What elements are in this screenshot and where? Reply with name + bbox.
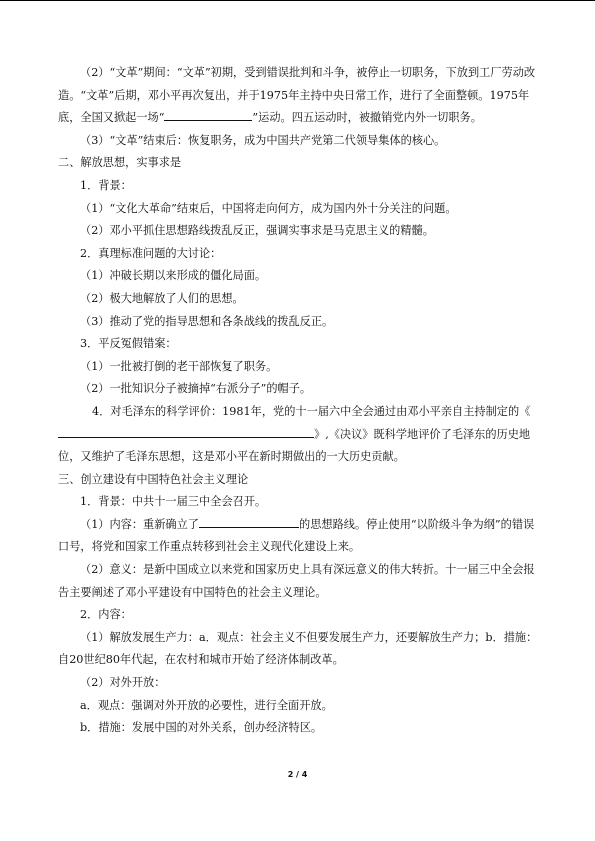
subheading-background: 1．背景：: [80, 178, 132, 192]
paragraph-cultural-revolution-period: （2）“文革”期间：“文革”初期，受到错误批判和斗争，被停止一切职务，下放到工厂劳动改造。“文革”后期，邓小平再次复出，并于1975年主持中央日常工作，进行了全面整顿。1975年底，全国又掀起一场“ ”运动。四五运动时，被撤销党内外一切职务。: [58, 66, 536, 125]
list-item: （2）极大地解放了人们的思想。: [80, 291, 244, 305]
paragraph-mao-evaluation: 4．对毛泽东的科学评价：1981年，党的十一届六中全会通过由邓小平亲自主持制定的《》,《决议》既科学地评价了毛泽东的历史地位，又维护了毛泽东思想，这是邓小平在新时期做出的一大历史贡献。: [58, 404, 531, 464]
subheading-rehabilitation: 3．平反冤假错案：: [80, 337, 177, 351]
top-border-line: [0, 0, 595, 1]
fill-blank-ideological-line[interactable]: [199, 515, 299, 528]
list-item: （1）“文化大革命”结束后，中国将走向何方，成为国内外十分关注的问题。: [80, 201, 457, 215]
list-item: （2）意义：是新中国成立以来党和国家历史上具有深远意义的伟大转折。十一届三中全会报告主要阐述了邓小平建设有中国特色的社会主义理论。: [58, 563, 535, 599]
paragraph-after-cultural-revolution: （3）“文革”结束后：恢复职务，成为中国共产党第二代领导集体的核心。: [80, 133, 446, 147]
subheading-truth-debate: 2．真理标准问题的大讨论：: [80, 246, 222, 260]
list-item: （2）对外开放：: [80, 676, 166, 690]
subheading-plenum-background: 1．背景：中共十一届三中全会召开。: [80, 495, 267, 509]
list-item: （1）一批被打倒的老干部恢复了职务。: [80, 359, 278, 373]
list-item: a．观点：强调对外开放的必要性，进行全面开放。: [80, 698, 333, 712]
list-item: （1）解放发展生产力：a．观点：社会主义不但要发展生产力，还要解放生产力；b．措施：自20世纪80年代起，在农村和城市开始了经济体制改革。: [58, 630, 538, 667]
section-heading-2: 二、解放思想，实事求是: [58, 156, 182, 170]
section-heading-3: 三、创立建设有中国特色社会主义理论: [58, 472, 249, 486]
list-item: （2）邓小平抓住思想路线拨乱反正，强调实事求是马克思主义的精髓。: [80, 224, 434, 238]
list-item: （1）冲破长期以来形成的僵化局面。: [80, 269, 267, 283]
subheading-content: 2．内容：: [80, 608, 132, 622]
page-number: 2 / 4: [287, 770, 308, 779]
fill-blank-movement[interactable]: [164, 108, 252, 121]
fill-blank-resolution[interactable]: [58, 425, 314, 438]
document-body: [58, 62, 538, 740]
list-item: （3）推动了党的指导思想和各条战线的拨乱反正。: [80, 314, 334, 328]
list-item: b．措施：发展中国的对外关系，创办经济特区。: [80, 721, 323, 735]
list-item: （1）内容：重新确立了 的思想路线。停止使用“以阶级斗争为纲”的错误口号，将党和国家工作重点转移到社会主义现代化建设上来。: [58, 514, 538, 559]
list-item: （2）一批知识分子被摘掉“右派分子”的帽子。: [80, 382, 312, 396]
